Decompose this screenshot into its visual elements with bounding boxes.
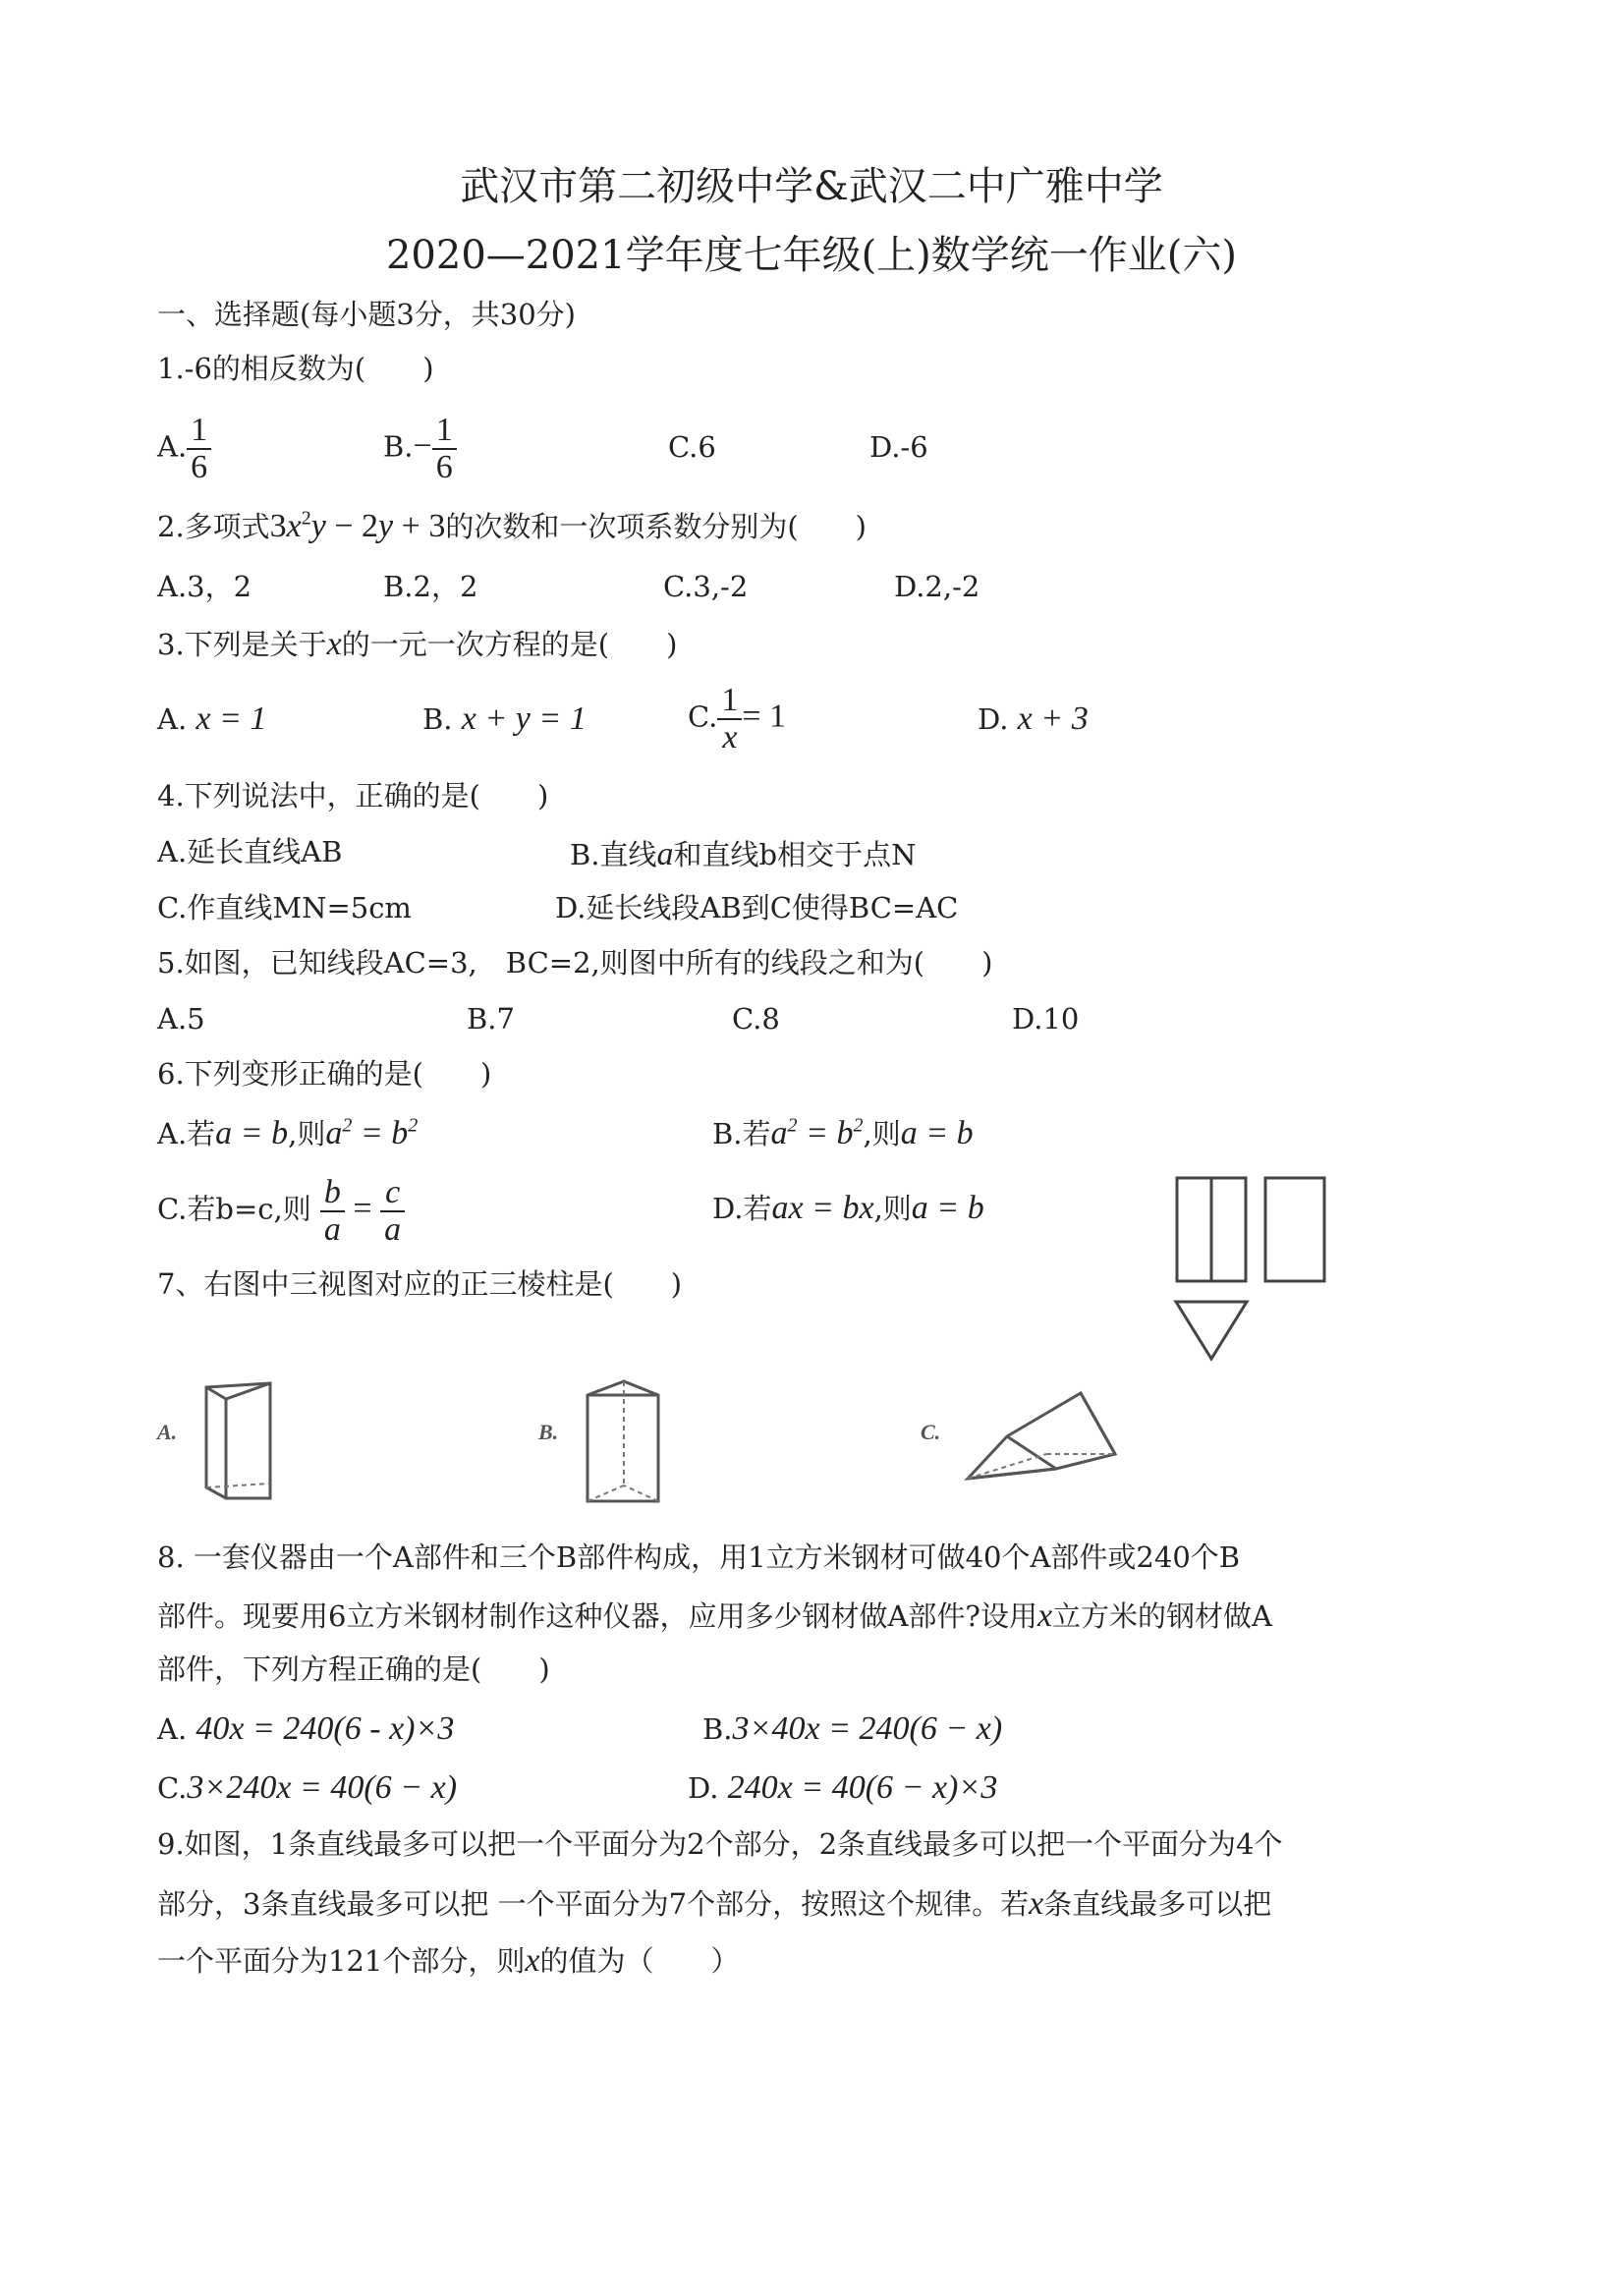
q9-line1: 9.如图，1条直线最多可以把一个平面分为2个部分，2条直线最多可以把一个平面分为4个 [157,1827,1283,1861]
top-view [1176,1302,1247,1359]
q5-stem: 5.如图，已知线段AC=3, BC=2,则图中所有的线段之和为( ) [157,946,993,980]
q6-option-a: A.若a = b,则$a^2 = b^2$ [157,1114,419,1151]
q3-option-c: C. $\frac{1}{x}$ = 1 [688,682,787,756]
q5-option-b: B.7 [467,1002,515,1036]
q7-option-a-prism [196,1375,285,1513]
q4-option-c: C.作直线MN=5cm [157,891,412,924]
q2-option-c: C.3,-2 [663,570,749,603]
q5-option-c: C.8 [732,1002,780,1036]
document-subtitle: 2020—2021学年度七年级(上)数学统一作业(六) [385,233,1237,278]
q3-stem: 3.下列是关于x的一元一次方程的是( ) [157,626,678,662]
q7-option-b-prism [580,1375,668,1513]
three-view-figure [1169,1174,1336,1371]
q3-option-d: D. x + 3 [978,700,1089,737]
q8-line3: 部件，下列方程正确的是( ) [157,1652,550,1686]
q2-option-b: B.2，2 [383,570,478,603]
q1-stem: 1.-6的相反数为( ) [157,352,434,385]
q2-stem: 2.多项式$3x^2y - 2y + 3$的次数和一次项系数分别为( ) [157,507,867,544]
q9-line2: 部分，3条直线最多可以把 一个平面分为7个部分，按照这个规律。若x条直线最多可以把 [157,1885,1272,1922]
q3-option-a: A. x = 1 [157,700,267,737]
q2-option-a: A.3，2 [157,570,252,603]
q5-option-d: D.10 [1012,1002,1080,1036]
q1-option-d: D.-6 [869,430,928,464]
q9-line3: 一个平面分为121个部分，则x的值为（ ） [157,1942,740,1979]
q2-option-d: D.2,-2 [894,570,980,603]
q1-option-c: C.6 [668,430,716,464]
q1-option-a: A. $\frac{1}{6}$ [157,413,211,484]
q7-option-a-label: A. [157,1420,178,1444]
q1-option-b: B.− $\frac{1}{6}$ [383,413,457,484]
q8-line1: 8. 一套仪器由一个A部件和三个B部件构成，用1立方米钢材可做40个A部件或240个B [157,1540,1241,1574]
side-view [1265,1178,1324,1281]
q6-option-d: D.若ax = bx,则a = b [712,1190,984,1226]
q5-option-a: A.5 [157,1002,205,1036]
q4-option-a: A.延长直线AB [157,835,343,868]
q8-option-c: C.3×240x = 40(6 − x) [157,1769,458,1806]
q7-option-b-label: B. [538,1420,559,1444]
q4-option-d: D.延长线段AB到C使得BC=AC [555,891,959,924]
section-heading: 一、选择题(每小题3分，共30分) [157,298,576,331]
q6-stem: 6.下列变形正确的是( ) [157,1057,492,1091]
q4-option-b: B.直线a和直线b相交于点N [570,836,917,872]
q3-option-b: B. x + y = 1 [422,700,587,737]
q8-option-a: A. 40x = 240(6 - x)×3 [157,1710,455,1747]
q8-option-b: B.3×40x = 240(6 − x) [702,1710,1003,1747]
q6-option-c: C.若b=c,则 $\frac{b}{a}$ = $\frac{c}{a}$ [157,1175,405,1247]
q7-option-c-prism [958,1385,1135,1493]
q8-option-d: D. 240x = 40(6 − x)×3 [688,1769,998,1806]
q7-stem: 7、右图中三视图对应的正三棱柱是( ) [157,1267,683,1301]
q6-option-b: B.若$a^2 = b^2$,则a = b [712,1114,974,1151]
q4-stem: 4.下列说法中，正确的是( ) [157,779,549,812]
document-title: 武汉市第二初级中学&武汉二中广雅中学 [460,164,1163,209]
q8-line2: 部件。现要用6立方米钢材制作这种仪器，应用多少钢材做A部件?设用x立方米的钢材做A [157,1597,1272,1634]
q7-option-c-label: C. [921,1420,941,1444]
